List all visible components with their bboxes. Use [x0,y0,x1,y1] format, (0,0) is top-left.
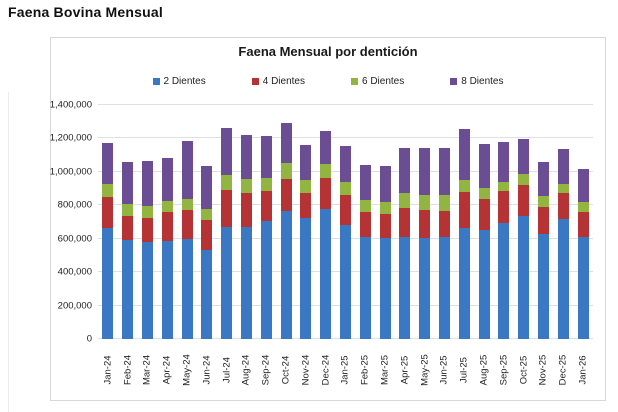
bar-segment [320,131,331,165]
bar-jan-24 [98,105,118,339]
x-tick-label: May-24 [181,354,193,386]
bar-apr-25 [395,105,415,339]
bar-segment [558,149,569,184]
x-tick [98,343,118,397]
legend [51,76,605,87]
bar-segment [340,182,351,195]
y-tick-label: 600,000 [57,233,92,245]
y-tick-label: 1,400,000 [49,99,92,111]
bar-segment [518,174,529,185]
legend-swatch [450,78,457,85]
bar-aug-24 [237,105,257,339]
x-tick-label: Jul-24 [221,357,233,383]
bar-segment [241,227,252,339]
bars [98,105,593,339]
x-tick-label: Dec-25 [557,354,569,386]
x-tick-label: Nov-24 [300,354,312,386]
x-tick-label: Feb-24 [122,354,134,386]
bar-segment [281,179,292,211]
x-tick [415,343,435,397]
bar-segment [360,212,371,237]
x-tick [256,343,276,397]
bar-segment [558,184,569,193]
x-tick [197,343,217,397]
bar-segment [558,193,569,219]
bar-jan-26 [573,105,593,339]
bar-segment [102,228,113,339]
bar-segment [419,210,430,238]
legend-item [252,76,305,87]
bar-segment [261,178,272,192]
x-tick [435,343,455,397]
bar-segment [578,212,589,238]
x-tick [316,343,336,397]
bar-segment [122,204,133,216]
bar-segment [221,227,232,339]
x-tick [237,343,257,397]
x-tick-label: Jun-24 [201,355,213,385]
bar-segment [102,143,113,184]
bar-segment [241,179,252,193]
bar-segment [419,195,430,211]
bar-segment [162,212,173,241]
bar-apr-24 [157,105,177,339]
bar-may-24 [177,105,197,339]
bar-segment [439,237,450,339]
legend-item [450,76,503,87]
bar-segment [419,148,430,195]
bar-nov-24 [296,105,316,339]
bar-segment [459,228,470,339]
bar-segment [162,201,173,212]
bar-segment [459,129,470,180]
bar-dec-24 [316,105,336,339]
legend-label: 8 Dientes [461,76,504,87]
y-tick-label: 800,000 [57,199,92,211]
x-tick [395,343,415,397]
bar-segment [340,195,351,225]
bar-feb-25 [355,105,375,339]
bar-segment [300,193,311,218]
bar-segment [419,238,430,339]
bar-sep-24 [256,105,276,339]
bar-oct-25 [514,105,534,339]
bar-segment [182,210,193,239]
legend-swatch [351,78,358,85]
bar-segment [459,180,470,192]
bar-segment [162,241,173,339]
legend-item [351,76,404,87]
bar-segment [182,239,193,339]
legend-label: 2 Dientes [163,76,206,87]
bar-mar-25 [375,105,395,339]
x-tick [514,343,534,397]
bar-segment [439,148,450,195]
bar-segment [281,163,292,179]
page-edge-divider [8,92,9,412]
bar-segment [340,225,351,339]
bar-segment [142,206,153,218]
page-title: Faena Bovina Mensual [8,4,163,20]
bar-segment [182,199,193,211]
x-tick-label: Oct-25 [518,355,530,385]
x-tick-label: Apr-24 [161,355,173,385]
bar-segment [340,146,351,182]
chart-card [50,37,606,401]
x-tick-label: Aug-24 [240,354,252,386]
bar-segment [261,221,272,339]
bar-segment [439,211,450,237]
bar-segment [380,238,391,339]
bar-segment [320,209,331,339]
bar-segment [380,202,391,214]
bar-feb-24 [118,105,138,339]
bar-mar-24 [138,105,158,339]
y-tick-label: 1,000,000 [49,166,92,178]
x-tick [355,343,375,397]
bar-segment [399,208,410,237]
bar-jun-24 [197,105,217,339]
x-tick-label: Mar-25 [379,354,391,386]
bar-segment [498,191,509,223]
y-tick-label: 0 [86,333,92,345]
bar-segment [498,182,509,191]
legend-label: 6 Dientes [362,76,405,87]
bar-aug-25 [474,105,494,339]
bar-jul-25 [454,105,474,339]
legend-label: 4 Dientes [262,76,305,87]
bar-segment [162,158,173,201]
x-tick-label: Jan-26 [577,355,589,385]
x-tick [177,343,197,397]
x-tick-label: Jan-25 [339,355,351,385]
bar-segment [518,139,529,174]
y-axis-labels [49,99,92,345]
bar-may-25 [415,105,435,339]
bar-segment [578,169,589,202]
bar-oct-24 [276,105,296,339]
x-tick-label: Jul-25 [458,357,470,383]
x-tick [217,343,237,397]
x-tick-label: Nov-25 [537,354,549,386]
bar-segment [538,196,549,207]
bar-segment [320,178,331,209]
plot-area [98,105,593,339]
bar-segment [578,202,589,212]
bar-segment [221,175,232,190]
bar-segment [538,234,549,339]
bar-segment [221,190,232,227]
x-tick-label: Sep-24 [260,354,272,386]
x-tick [296,343,316,397]
x-tick [138,343,158,397]
x-tick [534,343,554,397]
bar-segment [498,223,509,339]
bar-segment [320,164,331,178]
bar-segment [142,218,153,242]
x-tick-label: Apr-25 [399,355,411,385]
x-tick [157,343,177,397]
bar-segment [122,240,133,339]
bar-segment [281,123,292,163]
x-tick [474,343,494,397]
bar-segment [380,214,391,238]
bar-segment [399,193,410,208]
bar-segment [182,141,193,198]
bar-segment [201,209,212,220]
x-tick [454,343,474,397]
bar-dec-25 [553,105,573,339]
bar-segment [380,166,391,202]
bar-segment [142,242,153,339]
bar-segment [261,136,272,177]
bar-segment [399,237,410,339]
bar-nov-25 [534,105,554,339]
bar-segment [538,162,549,196]
bar-segment [360,200,371,211]
bar-segment [518,216,529,339]
legend-item [153,76,206,87]
y-tick-label: 200,000 [57,300,92,312]
bar-segment [142,161,153,207]
x-tick [553,343,573,397]
bar-jun-25 [435,105,455,339]
x-tick [494,343,514,397]
bar-segment [201,220,212,250]
x-tick-label: Feb-25 [359,354,371,386]
x-tick [118,343,138,397]
x-tick-label: Mar-24 [141,354,153,386]
bar-segment [241,135,252,178]
x-tick [276,343,296,397]
bar-segment [518,185,529,216]
bar-segment [538,207,549,234]
x-tick-label: Jan-24 [102,355,114,385]
bar-segment [459,192,470,228]
y-tick-label: 400,000 [57,266,92,278]
y-tick-label: 1,200,000 [49,132,92,144]
bar-segment [439,195,450,211]
bar-segment [241,193,252,227]
x-tick-label: Aug-25 [478,354,490,386]
x-tick-label: Jun-25 [438,355,450,385]
bar-sep-25 [494,105,514,339]
x-axis-labels [98,343,593,397]
bar-segment [201,250,212,339]
bar-segment [300,218,311,339]
x-tick-label: Oct-24 [280,355,292,385]
bar-segment [360,165,371,200]
bar-segment [300,145,311,179]
bar-segment [479,230,490,339]
x-tick [573,343,593,397]
bar-segment [479,199,490,230]
bar-segment [578,237,589,339]
bar-segment [479,188,490,199]
bar-segment [102,184,113,198]
bar-segment [221,128,232,175]
bar-segment [281,211,292,339]
bar-segment [261,191,272,220]
x-tick-label: Sep-25 [498,354,510,386]
bar-segment [399,148,410,193]
bar-jan-25 [336,105,356,339]
bar-segment [201,166,212,210]
legend-swatch [153,78,160,85]
bar-jul-24 [217,105,237,339]
bar-segment [360,237,371,339]
x-tick-label: Dec-24 [320,354,332,386]
bar-segment [102,197,113,227]
bar-segment [300,180,311,193]
x-tick-label: May-25 [419,354,431,386]
x-tick [375,343,395,397]
x-tick [336,343,356,397]
bar-segment [498,142,509,182]
bar-segment [558,219,569,339]
bar-segment [122,162,133,204]
bar-segment [479,144,490,188]
bar-segment [122,216,133,240]
chart-title: Faena Mensual por dentición [238,44,418,59]
legend-swatch [252,78,259,85]
